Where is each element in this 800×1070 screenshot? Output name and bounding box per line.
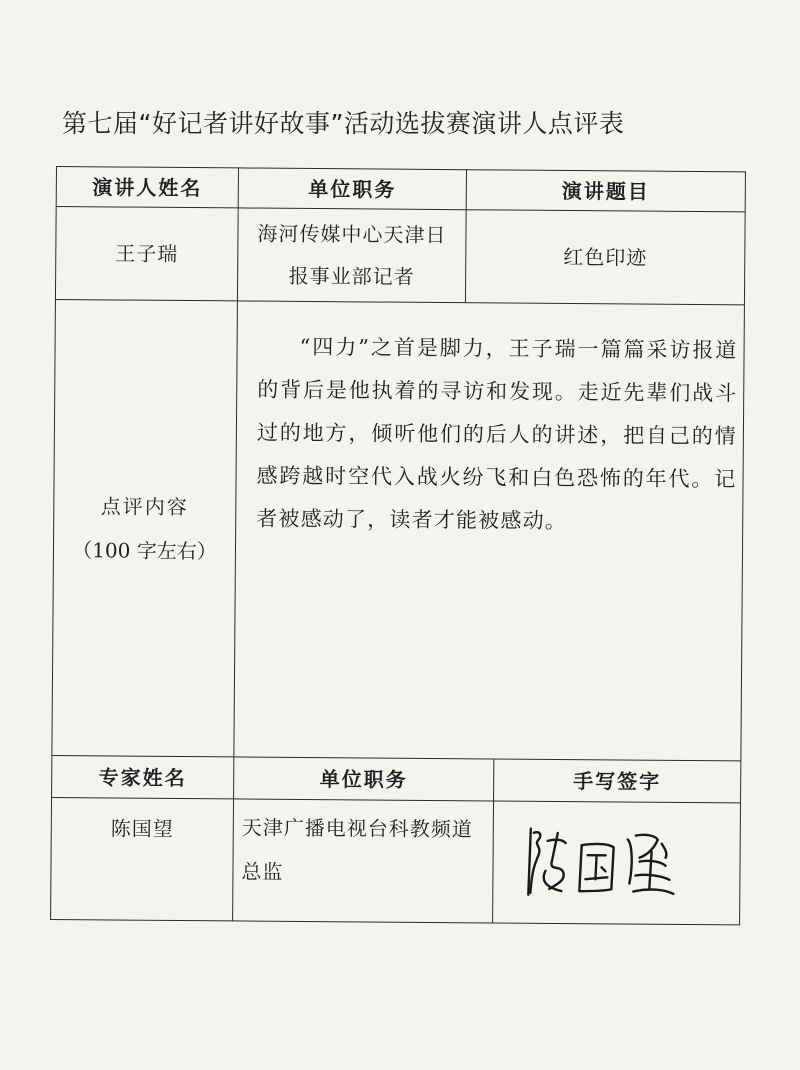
header-expert-unit-position: 单位职务 (319, 766, 408, 792)
speaker-name-cell (55, 206, 238, 300)
header-speech-topic-cell (466, 169, 746, 211)
comment-label-cell (51, 299, 237, 756)
comment-content: “四力”之首是脚力，王子瑞一篇篇采访报道的背后是他执着的寻访和发现。走近先辈们战斗过的地方，倾听他们的后人的讲述，把自己的情感跨越时空代入战火纷飞和白色恐怖的年代。记者被感动了，读者才能被感动。 (256, 334, 738, 534)
header-signature-cell (493, 758, 741, 802)
comment-label: 点评内容 (100, 493, 189, 519)
header-expert-name-cell (51, 755, 233, 798)
comment-sublabel: （100 字左右） (72, 537, 217, 563)
speech-topic: 红色印迹 (563, 244, 648, 270)
header-speaker-unit-cell (238, 167, 466, 209)
evaluation-form-table (50, 166, 746, 925)
header-speaker-unit-position: 单位职务 (308, 176, 397, 202)
header-speech-topic: 演讲题目 (561, 178, 650, 204)
speech-topic-cell (465, 209, 746, 304)
speaker-unit-cell (237, 207, 466, 302)
comment-content-cell (233, 300, 745, 760)
expert-name: 陈国望 (110, 816, 174, 841)
header-signature: 手写签字 (573, 768, 662, 794)
speaker-name: 王子瑞 (115, 241, 179, 266)
page-title: 第七届“好记者讲好故事”活动选拔赛演讲人点评表 (62, 109, 625, 138)
expert-unit-cell (232, 798, 493, 923)
speaker-unit-position: 海河传媒中心天津日报事业部记者 (257, 221, 447, 289)
handwritten-signature (515, 820, 686, 911)
header-expert-unit-cell (233, 756, 493, 800)
header-expert-name: 专家姓名 (98, 764, 187, 790)
expert-unit-position: 天津广播电视台科教频道总监 (241, 815, 473, 884)
signature-cell (492, 800, 741, 925)
header-speaker-name-cell (56, 166, 238, 207)
header-speaker-name: 演讲人姓名 (92, 174, 203, 200)
expert-name-cell (50, 797, 233, 921)
